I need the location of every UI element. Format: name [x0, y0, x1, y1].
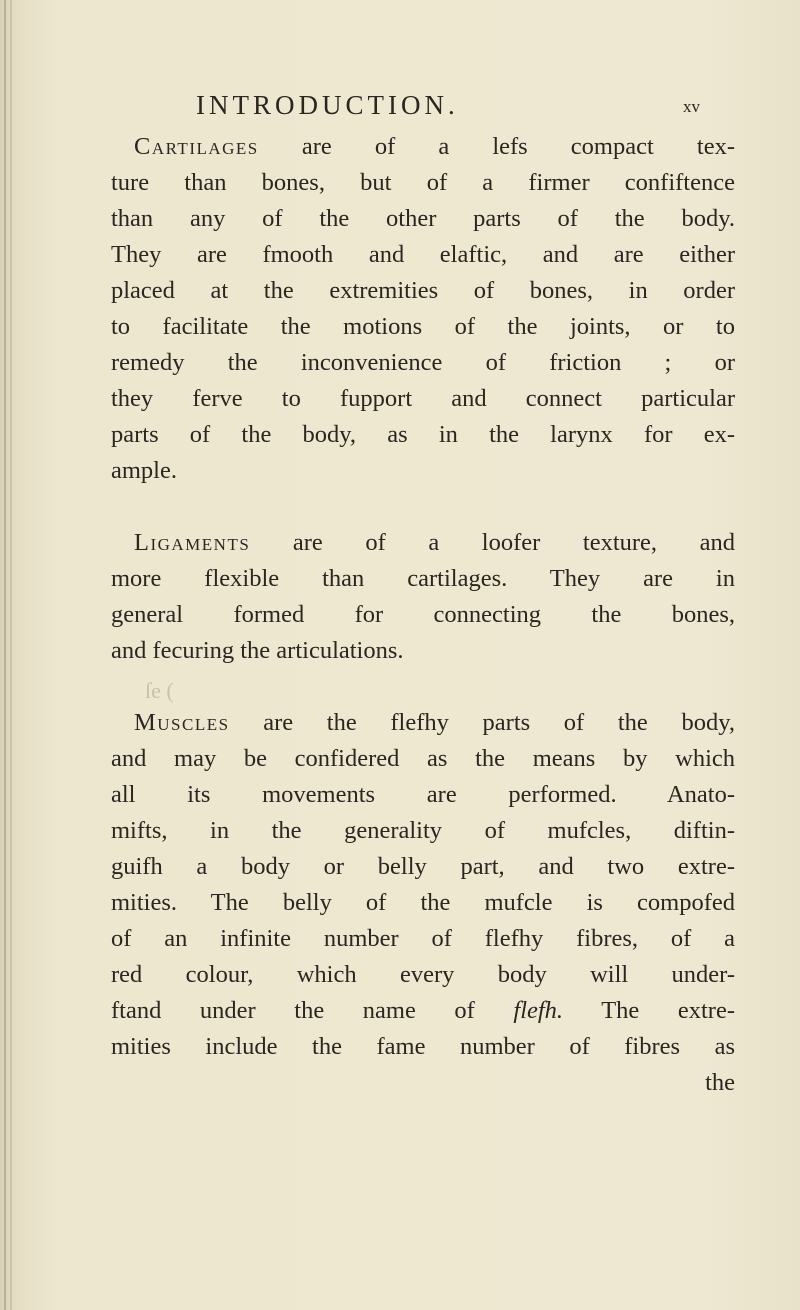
- text-line: than any of the other parts of the body.: [111, 205, 735, 232]
- text-line: mities include the fame number of fibres as: [111, 1033, 735, 1060]
- text-line: and may be confidered as the means by which: [111, 745, 735, 772]
- text-line: all its movements are performed. Anato-: [111, 781, 735, 808]
- text-line: remedy the inconvenience of friction ; or: [111, 349, 735, 376]
- text-line: red colour, which every body will under-: [111, 961, 735, 988]
- text-line: mities. The belly of the mufcle is compofed: [111, 889, 735, 916]
- text-line: parts of the body, as in the larynx for ex-: [111, 421, 735, 448]
- text-line: to facilitate the motions of the joints, or to: [111, 313, 735, 340]
- text-line: Cartilages are of a lefs compact tex-: [134, 133, 735, 160]
- text-line: ftand under the name of flefh. The extre-: [111, 997, 735, 1024]
- text-line: they ferve to fupport and connect particular: [111, 385, 735, 412]
- show-through: ſe (: [145, 678, 174, 703]
- text-line: Ligaments are of a loofer texture, and: [134, 529, 735, 556]
- text-line: guifh a body or belly part, and two extre-: [111, 853, 735, 880]
- text-line: mifts, in the generality of mufcles, diftin-: [111, 817, 735, 844]
- lead-word: Ligaments: [134, 529, 251, 556]
- catchword: the: [705, 1069, 735, 1096]
- running-head: INTRODUCTION.: [196, 90, 459, 120]
- text-line: placed at the extremities of bones, in order: [111, 277, 735, 304]
- lead-word: Cartilages: [134, 133, 259, 160]
- text-line: They are fmooth and elaftic, and are either: [111, 241, 735, 268]
- text-line: of an infinite number of flefhy fibres, of a: [111, 925, 735, 952]
- page-edge: [4, 0, 6, 1310]
- italic-word: flefh.: [513, 997, 564, 1024]
- text-line: ture than bones, but of a firmer confiftence: [111, 169, 735, 196]
- text-line: and fecuring the articulations.: [111, 637, 404, 664]
- lead-word: Muscles: [134, 709, 230, 736]
- text-line: Muscles are the flefhy parts of the body,: [134, 709, 735, 736]
- text-line: general formed for connecting the bones,: [111, 601, 735, 628]
- page-number: xv: [683, 97, 700, 116]
- page-edge: [10, 0, 12, 1310]
- text-line: ample.: [111, 457, 177, 484]
- text-line: more flexible than cartilages. They are in: [111, 565, 735, 592]
